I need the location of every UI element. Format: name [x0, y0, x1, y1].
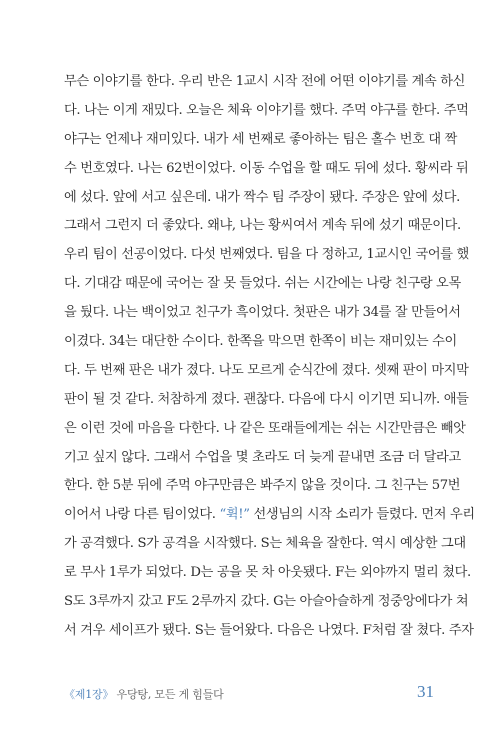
text-line: 다. 나는 이게 재밌다. 오늘은 체육 이야기를 했다. 주먹 야구를 한다. 주먹 [64, 102, 469, 118]
running-head [64, 686, 224, 702]
text-line: 그래서 그런지 더 좋았다. 왜냐, 나는 황씨여서 계속 뒤에 섰기 때문이다. [64, 218, 461, 234]
text-line: 야구는 언제나 재미있다. 내가 세 번째로 좋아하는 팀은 홀수 번호 대 짝 [64, 131, 457, 147]
text-line: 을 뒀다. 나는 백이었고 친구가 흑이었다. 첫판은 내가 34를 잘 만들어서 [64, 305, 461, 321]
text-line: 이겼다. 34는 대단한 수이다. 한쪽을 막으면 한쪽이 비는 재미있는 수이 [64, 334, 457, 350]
text-line: 한다. 한 5분 뒤에 주먹 야구만큼은 봐주지 않을 것이다. 그 친구는 57번 [64, 478, 461, 494]
text-line: 가 공격했다. S가 공격을 시작했다. S는 체육을 잘한다. 역시 예상한 그대 [64, 536, 466, 552]
text-line: 로 무사 1루가 되었다. D는 공을 못 차 아웃됐다. F는 외야까지 멀리 쳤다. [64, 565, 471, 581]
page-number: 31 [417, 682, 434, 701]
text-line: S도 3루까지 갔고 F도 2루까지 갔다. G는 아슬아슬하게 정중앙에다가 쳐 [64, 594, 469, 610]
highlighted-quote: “휙!” [219, 507, 250, 523]
text-line: 기고 싶지 않다. 그래서 수업을 몇 초라도 더 늦게 끝내면 조금 더 달라고 [64, 449, 461, 465]
text-line: 판이 될 것 같다. 처참하게 졌다. 괜찮다. 다음에 다시 이기면 되니까. 애들 [64, 391, 469, 407]
text-line: 에 섰다. 앞에 서고 싶은데. 내가 짝수 팀 주장이 됐다. 주장은 앞에 섰다. [64, 189, 460, 205]
chapter-label: 《제1장》 [64, 688, 114, 701]
text-line: 우리 팀이 선공이었다. 다섯 번째였다. 팀을 다 정하고, 1교시인 국어를 했 [64, 247, 469, 263]
text-segment: 선생님의 시작 소리가 들렸다. 먼저 우리 [249, 507, 475, 523]
text-line: 다. 두 번째 판은 내가 졌다. 나도 모르게 순식간에 졌다. 셋째 판이 마지막 [64, 362, 469, 378]
page-footer [64, 676, 434, 702]
text-line: 무슨 이야기를 한다. 우리 반은 1교시 시작 전에 어떤 이야기를 계속 하신 [64, 74, 466, 89]
text-line [64, 501, 475, 530]
text-line: 다. 기대감 때문에 국어는 잘 못 들었다. 쉬는 시간에는 나랑 친구랑 오목 [64, 276, 461, 292]
text-line: 은 이런 것에 마음을 다한다. 나 같은 또래들에게는 쉬는 시간만큼은 빼앗 [64, 420, 466, 436]
text-line: 수 번호였다. 나는 62번이었다. 이동 수업을 할 때도 뒤에 섰다. 황씨라 뒤 [64, 160, 469, 176]
body-text [64, 68, 475, 646]
text-segment: 이어서 나랑 다른 팀이었다. [64, 507, 220, 523]
text-line: 서 겨우 세이프가 됐다. S는 들어왔다. 다음은 나였다. F처럼 잘 쳤다. 주자 [64, 622, 474, 638]
chapter-title: 우당탕, 모든 게 힘들다 [113, 688, 224, 701]
